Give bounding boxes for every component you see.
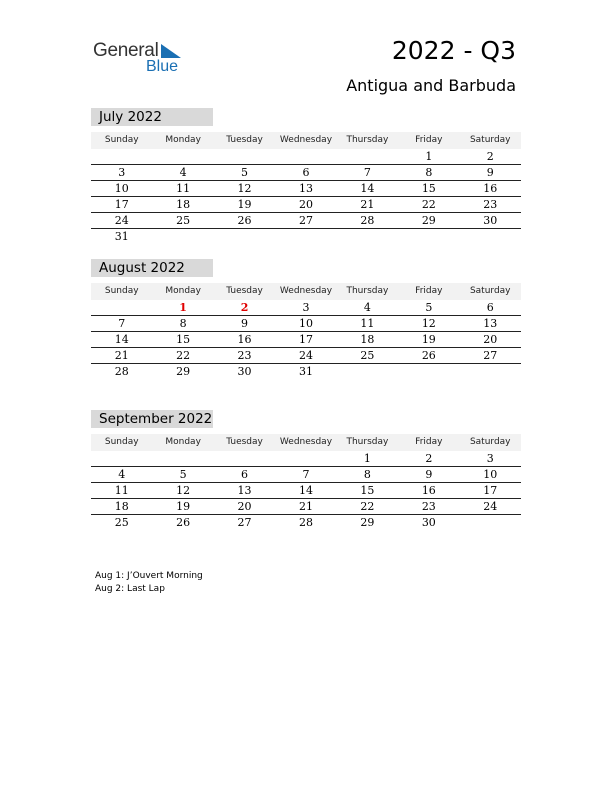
weekday-label: Tuesday [226,286,263,296]
week-rows [91,300,521,380]
day-cell: 24 [483,500,498,513]
day-cell [214,451,275,466]
day-cell: 12 [421,317,436,330]
week-row [91,300,521,316]
day-cell: 31 [298,365,313,378]
day-cell [152,451,213,466]
day-cell [91,149,152,164]
week-row [91,197,521,213]
day-cell: 27 [298,214,313,227]
weekday-label: Wednesday [279,135,333,145]
day-cell: 15 [360,484,375,497]
month-header: September 2022 [91,410,213,428]
weekday-label: Wednesday [279,286,333,296]
week-row [91,165,521,181]
day-cell: 19 [421,333,436,346]
day-cell [214,149,275,164]
day-cell: 30 [483,214,498,227]
day-cell: 9 [425,468,433,481]
day-cell: 12 [237,182,252,195]
weekday-label: Thursday [346,135,389,145]
weekday-label: Friday [415,135,443,145]
day-cell: 28 [298,516,313,529]
day-cell [460,229,521,245]
day-cell: 15 [421,182,436,195]
day-cell: 6 [486,301,494,314]
weekday-label: Saturday [469,437,511,447]
day-cell: 25 [176,214,191,227]
week-row [91,213,521,229]
week-rows [91,149,521,245]
day-cell: 24 [114,214,129,227]
month-block-august [91,259,521,380]
holiday-day-cell: 2 [240,301,249,314]
day-cell: 13 [298,182,313,195]
day-cell [337,149,398,164]
day-cell: 18 [176,198,191,211]
weekday-label: Tuesday [226,135,263,145]
day-cell [91,451,152,466]
day-cell: 17 [114,198,129,211]
day-cell [337,364,398,380]
weekday-label: Sunday [104,135,139,145]
day-cell: 22 [176,349,191,362]
week-row [91,499,521,515]
day-cell: 17 [483,484,498,497]
day-cell: 14 [114,333,129,346]
day-cell [152,149,213,164]
weekday-label: Monday [165,286,201,296]
day-cell: 27 [483,349,498,362]
weekday-label: Thursday [346,286,389,296]
day-cell: 21 [360,198,375,211]
week-row [91,364,521,380]
day-cell: 3 [118,166,126,179]
day-cell: 30 [421,516,436,529]
day-cell: 5 [425,301,433,314]
week-row [91,483,521,499]
day-cell: 11 [114,484,129,497]
day-cell: 6 [241,468,249,481]
weekday-label: Friday [415,286,443,296]
day-cell: 7 [302,468,310,481]
day-cell: 2 [425,452,433,465]
month-block-september [91,410,521,531]
day-cell: 29 [421,214,436,227]
day-cell: 8 [363,468,371,481]
weekday-label: Tuesday [226,437,263,447]
weekday-label: Friday [415,437,443,447]
day-cell: 29 [176,365,191,378]
weekday-label: Wednesday [279,437,333,447]
day-cell: 30 [237,365,252,378]
day-cell: 4 [118,468,126,481]
day-cell: 16 [483,182,498,195]
day-cell [398,229,459,245]
day-cell: 11 [176,182,191,195]
day-cell: 14 [360,182,375,195]
month-header: August 2022 [91,259,213,277]
day-cell: 20 [237,500,252,513]
weekday-label: Saturday [469,135,511,145]
country-name: Antigua and Barbuda [346,76,516,95]
day-cell: 19 [237,198,252,211]
page-title: 2022 - Q3 [391,36,516,65]
day-cell [152,229,213,245]
day-cell: 13 [237,484,252,497]
day-cell: 31 [114,230,129,243]
day-cell: 22 [360,500,375,513]
weekday-header-row [91,434,521,451]
generalblue-logo [93,40,188,80]
day-cell: 28 [360,214,375,227]
day-cell: 26 [176,516,191,529]
weekday-label: Sunday [104,437,139,447]
day-cell: 4 [363,301,371,314]
day-cell: 10 [483,468,498,481]
day-cell: 16 [237,333,252,346]
day-cell: 26 [421,349,436,362]
day-cell: 14 [298,484,313,497]
day-cell [275,451,336,466]
day-cell: 17 [298,333,313,346]
holiday-note: Aug 1: J’Ouvert Morning [95,571,203,581]
day-cell: 5 [179,468,187,481]
day-cell: 3 [302,301,310,314]
month-header: July 2022 [91,108,213,126]
week-rows [91,451,521,531]
day-cell [460,364,521,380]
day-cell: 10 [298,317,313,330]
logo-text-general: General [93,40,159,61]
week-row [91,451,521,467]
day-cell: 8 [179,317,187,330]
week-row [91,467,521,483]
day-cell: 3 [486,452,494,465]
day-cell: 25 [360,349,375,362]
day-cell: 20 [483,333,498,346]
day-cell [91,300,152,315]
day-cell [214,229,275,245]
day-cell: 8 [425,166,433,179]
day-cell: 23 [421,500,436,513]
week-row [91,348,521,364]
holiday-notes [95,570,203,596]
day-cell: 25 [114,516,129,529]
week-row [91,149,521,165]
day-cell: 28 [114,365,129,378]
day-cell: 1 [363,452,371,465]
day-cell: 23 [237,349,252,362]
week-row [91,316,521,332]
day-cell: 4 [179,166,187,179]
day-cell [275,229,336,245]
weekday-label: Thursday [346,437,389,447]
day-cell: 9 [241,317,249,330]
week-row [91,181,521,197]
week-row [91,515,521,531]
day-cell [398,364,459,380]
day-cell: 19 [176,500,191,513]
day-cell: 26 [237,214,252,227]
holiday-day-cell: 1 [179,301,187,314]
day-cell: 11 [360,317,375,330]
day-cell: 10 [114,182,129,195]
day-cell: 23 [483,198,498,211]
day-cell: 7 [118,317,126,330]
weekday-label: Sunday [104,286,139,296]
week-row [91,332,521,348]
weekday-label: Monday [165,135,201,145]
weekday-header-row [91,283,521,300]
day-cell: 1 [425,150,433,163]
day-cell: 29 [360,516,375,529]
day-cell: 21 [298,500,313,513]
day-cell: 6 [302,166,310,179]
day-cell: 13 [483,317,498,330]
day-cell: 12 [176,484,191,497]
day-cell [460,515,521,531]
week-row [91,229,521,245]
day-cell [275,149,336,164]
day-cell: 2 [486,150,494,163]
weekday-label: Saturday [469,286,511,296]
logo-text-blue: Blue [146,58,179,75]
holiday-note: Aug 2: Last Lap [95,584,165,594]
day-cell: 16 [421,484,436,497]
day-cell: 21 [114,349,129,362]
weekday-label: Monday [165,437,201,447]
day-cell: 22 [421,198,436,211]
day-cell: 20 [298,198,313,211]
day-cell: 27 [237,516,252,529]
day-cell: 15 [176,333,191,346]
day-cell: 9 [486,166,494,179]
day-cell [337,229,398,245]
month-block-july [91,108,521,245]
weekday-header-row [91,132,521,149]
day-cell: 24 [298,349,313,362]
day-cell: 5 [241,166,249,179]
day-cell: 18 [360,333,375,346]
day-cell: 18 [114,500,129,513]
day-cell: 7 [363,166,371,179]
